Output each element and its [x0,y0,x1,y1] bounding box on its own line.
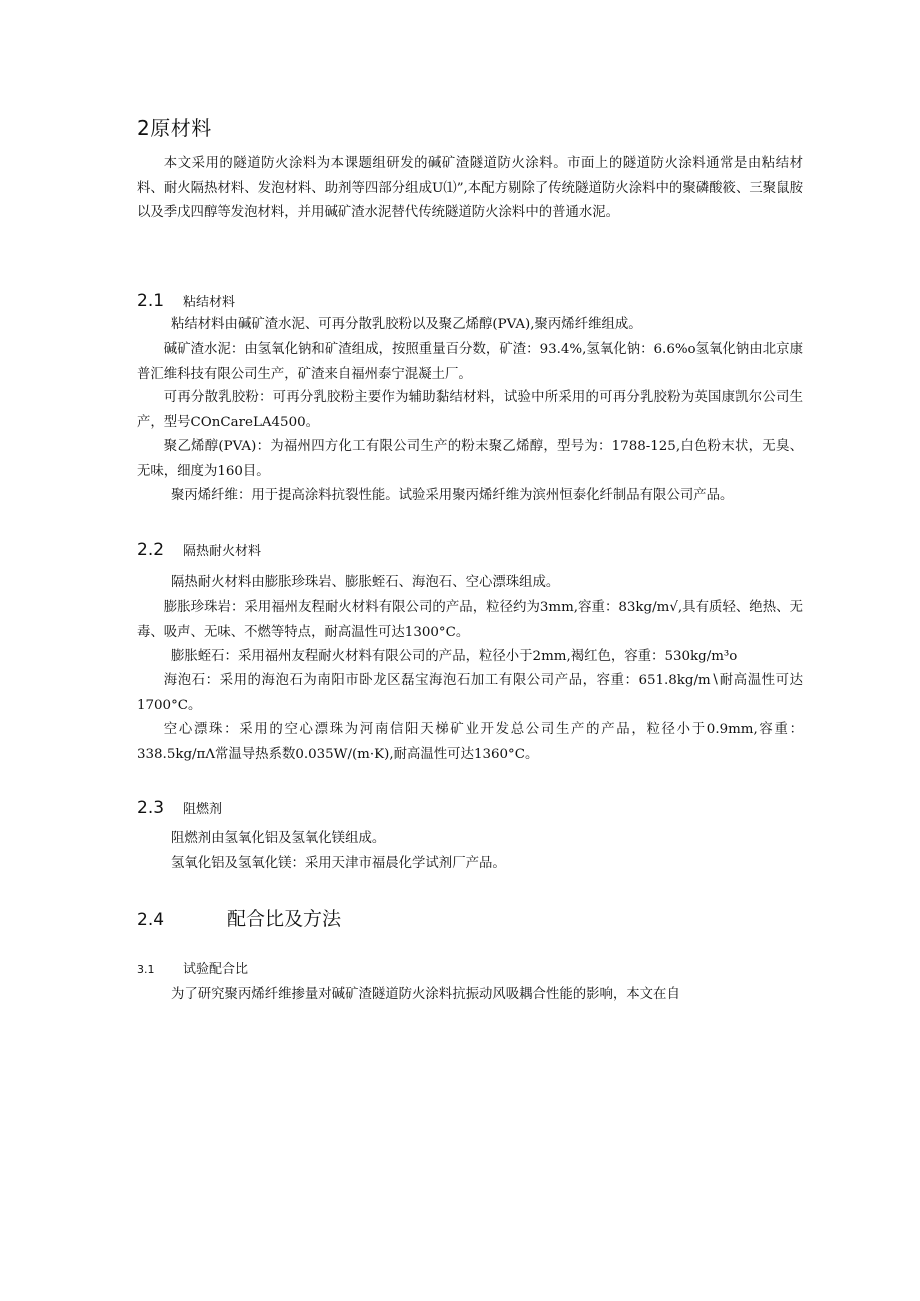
subsection-title: 配合比及方法 [227,908,342,930]
section-heading-raw-materials: 2原材料 [137,116,212,140]
insulation-overview-line: 隔热耐火材料由膨胀珍珠岩、膨胀蛭石、海泡石、空心漂珠组成。 [171,575,560,590]
subsection-number: 3.1 [137,963,155,976]
flame-retardant-overview-line: 阻燃剂由氢氧化铝及氢氧化镁组成。 [171,831,386,846]
pva-paragraph: 聚乙烯醇(PVA)：为福州四方化工有限公司生产的粉末聚乙烯醇，型号为：1788-125,白色粉末状，无臭、无味，细度为160目。 [137,439,803,479]
subsection-title: 试验配合比 [183,962,249,977]
subsection-heading-3-1 [137,958,248,977]
subsection-heading-2-2 [137,540,261,560]
subsection-number: 2.1 [137,291,165,311]
redispersible-powder-paragraph: 可再分散乳胶粉：可再分乳胶粉主要作为辅助黏结材料，试验中所采用的可再分乳胶粉为英国康凯尔公司生产，型号COnCareLA4500。 [137,390,803,430]
flame-retardant-source-line: 氢氧化铝及氢氧化镁：采用天津市福晨化学试剂厂产品。 [171,856,506,871]
alkali-slag-cement-paragraph: 碱矿渣水泥：由氢氧化钠和矿渣组成，按照重量百分数，矿渣：93.4%,氢氧化钠：6.6%o氢氧化钠由北京康普汇维科技有限公司生产，矿渣来自福州泰宁混凝土厂。 [137,342,803,382]
pp-fiber-line: 聚丙烯纤维：用于提高涂料抗裂性能。试验采用聚丙烯纤维为滨州恒泰化纤制品有限公司产品。 [171,488,734,503]
sepiolite-paragraph: 海泡石：采用的海泡石为南阳市卧龙区磊宝海泡石加工有限公司产品，容重：651.8kg∕m∖耐高温性可达1700°C。 [137,673,803,713]
subsection-title: 隔热耐火材料 [183,544,262,559]
subsection-heading-2-3 [137,798,222,818]
subsection-title: 阻燃剂 [183,802,223,817]
subsection-number: 2.3 [137,798,165,818]
subsection-heading-2-4 [137,904,341,931]
subsection-title: 粘结材料 [183,295,236,310]
mix-ratio-intro-line: 为了研究聚丙烯纤维掺量对碱矿渣隧道防火涂料抗振动风吸耦合性能的影响，本文在自 [171,987,680,1002]
subsection-number: 2.2 [137,540,165,560]
expanded-vermiculite-line: 膨胀蛭石：采用福州友程耐火材料有限公司的产品，粒径小于2mm,褐红色，容重：530kg∕m³o [171,649,738,664]
subsection-number: 2.4 [137,910,165,930]
binder-overview-line: 粘结材料由碱矿渣水泥、可再分散乳胶粉以及聚乙烯醇(PVA),聚丙烯纤维组成。 [171,317,642,332]
intro-paragraph: 本文采用的隧道防火涂料为本课题组研发的碱矿渣隧道防火涂料。市面上的隧道防火涂料通常是由粘结材料、耐火隔热材料、发泡材料、助剂等四部分组成U⑴”,本配方剔除了传统隧道防火涂料中的聚磷酸筱、三聚鼠胺以及季戊四醇等发泡材料，并用碱矿渣水泥替代传统隧道防火涂料中的普通水泥。 [137,156,803,220]
cenosphere-paragraph: 空心漂珠：采用的空心漂珠为河南信阳天梯矿业开发总公司生产的产品，粒径小于0.9mm,容重：338.5kg∕πΛ常温导热系数0.035W/(m·K),耐高温性可达1360°C。 [137,722,803,762]
subsection-heading-2-1 [137,291,235,311]
expanded-perlite-paragraph: 膨胀珍珠岩：采用福州友程耐火材料有限公司的产品，粒径约为3mm,容重：83kg∕m√,具有质轻、绝热、无毒、吸声、无味、不燃等特点，耐高温性可达1300°C。 [137,600,803,640]
